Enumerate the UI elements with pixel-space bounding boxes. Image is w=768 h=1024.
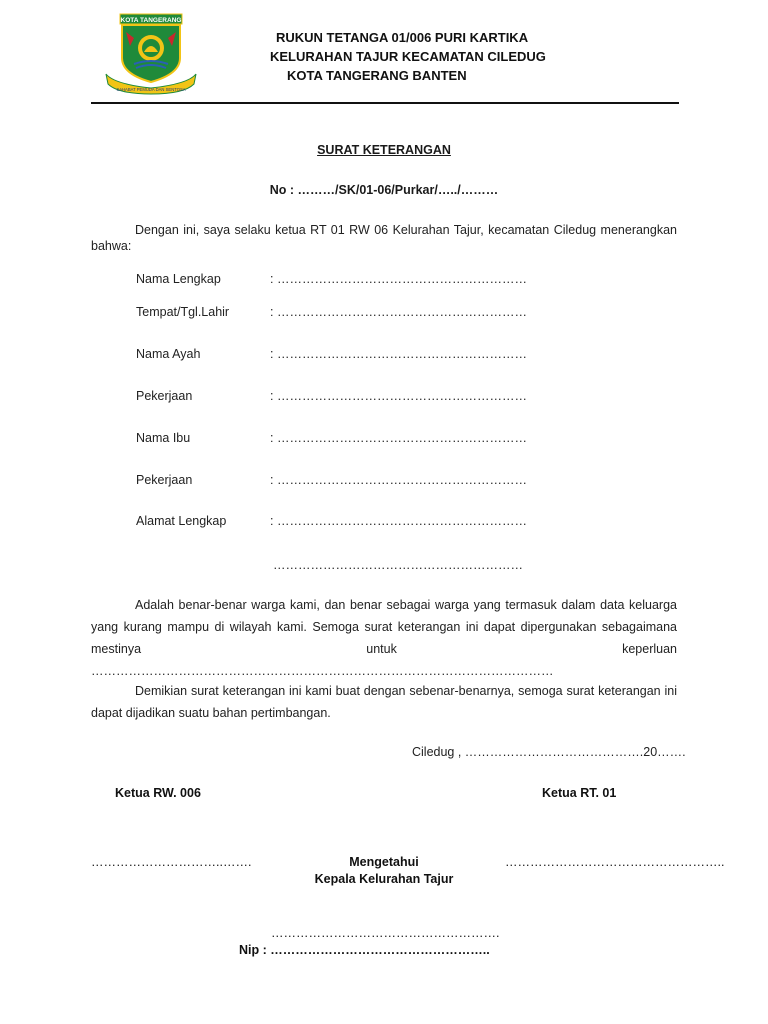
header-line-3: KOTA TANGERANG BANTEN <box>287 68 467 83</box>
field-value-pekerjaan-ayah: : …………………………………………………… <box>270 389 527 403</box>
kota-tangerang-logo <box>104 12 198 96</box>
field-value-alamat-lengkap: : …………………………………………………… <box>270 514 527 528</box>
field-label-nama-ibu: Nama Ibu <box>136 431 191 445</box>
field-label-pekerjaan-ibu: Pekerjaan <box>136 473 193 487</box>
place-date: Ciledug , …………………………………….20……. <box>412 745 686 759</box>
field-value-nama-ayah: : …………………………………………………… <box>270 347 527 361</box>
statement-paragraph: Adalah benar-benar warga kami, dan benar sebagai warga yang termasuk dalam data keluarga yang kurang mampu di wilayah kami. Semoga surat keterangan ini dapat dipergunakan sebagaimana mestinya untuk keperluan ………………………………………………………………………………………………… <box>91 598 677 678</box>
rw-signature-line: …………………………..……. <box>91 855 252 869</box>
header-line-2: KELURAHAN TAJUR KECAMATAN CILEDUG <box>270 49 546 64</box>
lurah-title: Kepala Kelurahan Tajur <box>314 872 454 886</box>
header-divider <box>91 102 679 104</box>
address-continuation: …………………………………………………… <box>273 558 523 572</box>
letter-title <box>0 143 768 157</box>
field-label-pekerjaan-ayah: Pekerjaan <box>136 389 193 403</box>
field-label-nama-ayah: Nama Ayah <box>136 347 201 361</box>
lurah-signature-line: ………………………………………………. <box>271 926 500 940</box>
logo-ribbon-text: SAHABAT PEMUDA DAN SENTOSA <box>116 87 186 92</box>
field-value-pekerjaan-ibu: : …………………………………………………… <box>270 473 527 487</box>
acknowledge-label: Mengetahui <box>349 855 419 869</box>
rt-signature-line: …………………………………………….. <box>505 855 725 869</box>
logo-top-text: KOTA TANGERANG <box>120 17 182 24</box>
rw-signature-title: Ketua RW. 006 <box>115 786 201 800</box>
letter-title-text: SURAT KETERANGAN <box>317 143 451 157</box>
closing-paragraph: Demikian surat keterangan ini kami buat dengan sebenar-benarnya, semoga surat keterangan ini dapat dijadikan suatu bahan pertimbangan. <box>91 684 677 720</box>
field-value-nama-ibu: : …………………………………………………… <box>270 431 527 445</box>
intro-paragraph: Dengan ini, saya selaku ketua RT 01 RW 06 Kelurahan Tajur, kecamatan Ciledug menerangkan bahwa: <box>91 223 677 253</box>
field-label-alamat-lengkap: Alamat Lengkap <box>136 514 227 528</box>
field-value-tempat-tgl-lahir: : …………………………………………………… <box>270 305 527 319</box>
field-label-tempat-tgl-lahir: Tempat/Tgl.Lahir <box>136 305 230 319</box>
lurah-nip: Nip : …………………………………………….. <box>239 943 490 957</box>
rt-signature-title: Ketua RT. 01 <box>542 786 617 800</box>
emblem-icon <box>104 12 198 96</box>
letter-number: No : ………/SK/01-06/Purkar/…../……… <box>269 183 499 197</box>
field-label-nama-lengkap: Nama Lengkap <box>136 272 221 286</box>
field-value-nama-lengkap: : …………………………………………………… <box>270 272 527 286</box>
header-line-1: RUKUN TETANGA 01/006 PURI KARTIKA <box>276 30 529 45</box>
